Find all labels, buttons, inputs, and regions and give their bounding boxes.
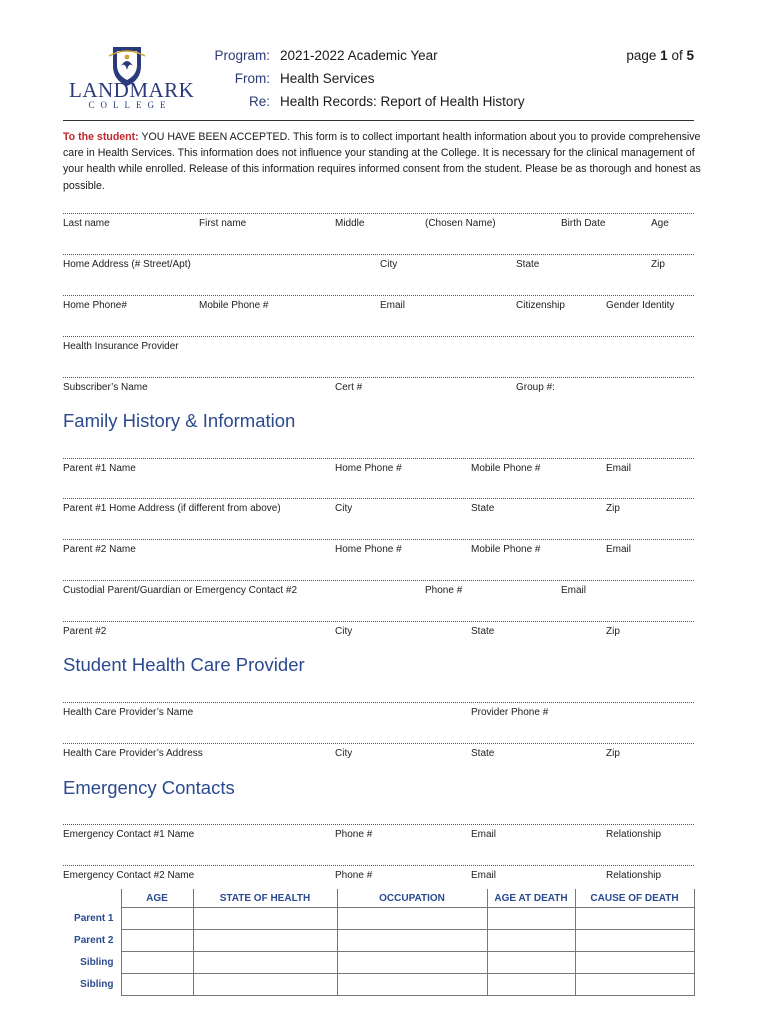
field-rule (63, 824, 694, 825)
parent1-city-field[interactable]: City (335, 503, 353, 514)
parent1-email-field[interactable]: Email (606, 463, 632, 474)
provider-city-field[interactable]: City (335, 748, 353, 759)
col-occupation: OCCUPATION (337, 889, 487, 908)
parent2-zip-field[interactable]: Zip (606, 626, 620, 637)
cert-number-field[interactable]: Cert # (335, 382, 363, 393)
table-cell[interactable] (575, 930, 694, 952)
table-cell[interactable] (193, 908, 337, 930)
citizenship-field[interactable]: Citizenship (516, 300, 565, 311)
gender-identity-field[interactable]: Gender Identity (606, 300, 675, 311)
college-logo (63, 44, 195, 110)
table-header-row (63, 889, 694, 908)
field-rule (63, 621, 694, 622)
table-cell[interactable] (121, 930, 193, 952)
field-rule (63, 702, 694, 703)
table-cell[interactable] (337, 930, 487, 952)
field-rule (63, 743, 694, 744)
re-value: Health Records: Report of Health History (280, 94, 525, 109)
parent2-mobile-phone-field[interactable]: Mobile Phone # (471, 544, 541, 555)
parent2-home-phone-field[interactable]: Home Phone # (335, 544, 402, 555)
birth-date-field[interactable]: Birth Date (561, 218, 606, 229)
table-cell[interactable] (487, 974, 575, 996)
zip-field[interactable]: Zip (651, 259, 665, 270)
header-divider (63, 120, 694, 121)
provider-zip-field[interactable]: Zip (606, 748, 620, 759)
emergency1-name-field[interactable]: Emergency Contact #1 Name (63, 829, 195, 840)
field-rule (63, 865, 694, 866)
provider-name-field[interactable]: Health Care Provider’s Name (63, 707, 194, 718)
field-rule (63, 498, 694, 499)
emergency2-name-field[interactable]: Emergency Contact #2 Name (63, 870, 195, 881)
parent2-state-field[interactable]: State (471, 626, 495, 637)
field-rule (63, 377, 694, 378)
table-cell[interactable] (575, 908, 694, 930)
parent1-name-field[interactable]: Parent #1 Name (63, 463, 136, 474)
emergency2-relationship-field[interactable]: Relationship (606, 870, 662, 881)
parent1-mobile-phone-field[interactable]: Mobile Phone # (471, 463, 541, 474)
table-cell[interactable] (337, 974, 487, 996)
chosen-name-field[interactable]: (Chosen Name) (425, 218, 496, 229)
program-label: Program: (214, 48, 270, 63)
col-age-at-death: AGE AT DEATH (487, 889, 575, 908)
table-row (63, 930, 694, 952)
provider-section-title: Student Health Care Provider (63, 654, 305, 675)
field-rule (63, 254, 694, 255)
guardian-phone-field[interactable]: Phone # (425, 585, 463, 596)
emergency-section-title: Emergency Contacts (63, 777, 235, 798)
parent2-name-field[interactable]: Parent #2 Name (63, 544, 136, 555)
field-rule (63, 539, 694, 540)
logo-name: LANDMARK (69, 78, 195, 102)
emergency2-email-field[interactable]: Email (471, 870, 497, 881)
parent1-address-field[interactable]: Parent #1 Home Address (if different from above) (63, 503, 281, 514)
family-section-title: Family History & Information (63, 410, 296, 431)
subscriber-name-field[interactable]: Subscriber’s Name (63, 382, 148, 393)
parent2-city-field[interactable]: City (335, 626, 353, 637)
table-cell[interactable] (337, 952, 487, 974)
provider-address-field[interactable]: Health Care Provider’s Address (63, 748, 203, 759)
col-age: AGE (121, 889, 193, 908)
table-corner (63, 889, 121, 908)
parent2-email-field[interactable]: Email (606, 544, 632, 555)
table-cell[interactable] (193, 930, 337, 952)
table-cell[interactable] (121, 974, 193, 996)
mobile-phone-field[interactable]: Mobile Phone # (199, 300, 269, 311)
program-value: 2021-2022 Academic Year (280, 48, 438, 63)
guardian-name-field[interactable]: Custodial Parent/Guardian or Emergency Contact #2 (63, 585, 298, 596)
intro-lead: To the student: (63, 131, 139, 143)
row-label-parent1: Parent 1 (63, 908, 121, 930)
table-cell[interactable] (575, 974, 694, 996)
field-rule (63, 336, 694, 337)
group-number-field[interactable]: Group #: (516, 382, 555, 393)
table-cell[interactable] (575, 952, 694, 974)
table-cell[interactable] (487, 908, 575, 930)
provider-phone-field[interactable]: Provider Phone # (471, 707, 549, 718)
from-label: From: (234, 71, 270, 86)
row-label-sibling: Sibling (63, 974, 121, 996)
row-label-parent2: Parent 2 (63, 930, 121, 952)
table-cell[interactable] (487, 952, 575, 974)
logo-sub: COLLEGE (88, 100, 172, 110)
emergency1-phone-field[interactable]: Phone # (335, 829, 373, 840)
col-cause-of-death: CAUSE OF DEATH (575, 889, 694, 908)
table-cell[interactable] (337, 908, 487, 930)
field-rule (63, 213, 694, 214)
table-cell[interactable] (193, 974, 337, 996)
home-phone-field[interactable]: Home Phone# (63, 300, 127, 311)
parent1-state-field[interactable]: State (471, 503, 495, 514)
insurance-provider-field[interactable]: Health Insurance Provider (63, 341, 179, 352)
row-label-sibling: Sibling (63, 952, 121, 974)
middle-name-field[interactable]: Middle (335, 218, 365, 229)
email-field[interactable]: Email (380, 300, 406, 311)
guardian-email-field[interactable]: Email (561, 585, 587, 596)
table-row (63, 974, 694, 996)
intro-body: YOU HAVE BEEN ACCEPTED. This form is to collect important health information about you to provide comprehensive care in Health Services. This information does not influence your standing at the College. It is necessary for the clinical management of your health while enrolled. Release of this information requires informed consent from the student. Please be as thorough and honest as possible. (63, 131, 701, 192)
age-field[interactable]: Age (651, 218, 669, 229)
field-rule (63, 458, 694, 459)
field-rule (63, 580, 694, 581)
home-address-field[interactable]: Home Address (# Street/Apt) (63, 259, 191, 270)
intro-text (63, 129, 703, 194)
table-row (63, 908, 694, 930)
col-state-of-health: STATE OF HEALTH (193, 889, 337, 908)
parent2-address-field[interactable]: Parent #2 (63, 626, 107, 637)
re-label: Re: (248, 94, 270, 109)
emergency1-relationship-field[interactable]: Relationship (606, 829, 662, 840)
field-rule (63, 295, 694, 296)
table-cell[interactable] (121, 908, 193, 930)
emergency2-phone-field[interactable]: Phone # (335, 870, 373, 881)
emergency1-email-field[interactable]: Email (471, 829, 497, 840)
table-cell[interactable] (121, 952, 193, 974)
from-value: Health Services (280, 71, 375, 86)
table-cell[interactable] (193, 952, 337, 974)
last-name-field[interactable]: Last name (63, 218, 110, 229)
family-health-table (63, 889, 695, 996)
table-cell[interactable] (487, 930, 575, 952)
first-name-field[interactable]: First name (199, 218, 247, 229)
state-field[interactable]: State (516, 259, 540, 270)
provider-state-field[interactable]: State (471, 748, 495, 759)
parent1-zip-field[interactable]: Zip (606, 503, 620, 514)
parent1-home-phone-field[interactable]: Home Phone # (335, 463, 402, 474)
city-field[interactable]: City (380, 259, 398, 270)
page-number: page 1 of 5 (626, 48, 694, 63)
table-row (63, 952, 694, 974)
